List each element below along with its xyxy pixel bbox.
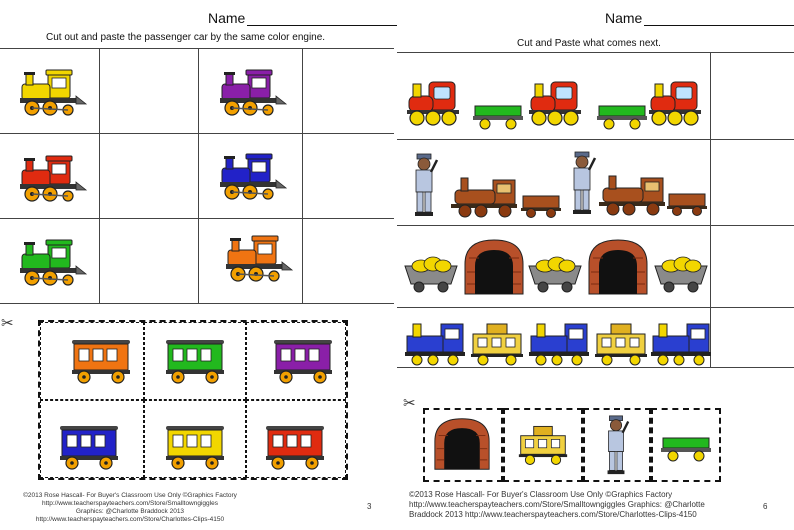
footer-line[interactable]: Braddock 2013 http://www.teacherspayteachers.com/Store/Charlottes-Clips-4150	[409, 510, 697, 519]
footer-line[interactable]: http://www.teacherspayteachers.com/Store/Smalltowngiggles Graphics: @Charlotte	[409, 500, 705, 509]
red-engine-image	[647, 76, 703, 128]
scissors-icon: ✂	[403, 395, 416, 412]
yellow-passenger-car-image	[162, 422, 228, 470]
page-number: 6	[763, 502, 768, 511]
footer-line[interactable]: http://www.teacherspayteachers.com/Store/Charlottes-Clips-4150	[35, 516, 225, 523]
yellow-engine-image	[18, 66, 90, 118]
footer-line[interactable]: http://www.teacherspayteachers.com/Store/Smalltowngiggles	[42, 500, 218, 507]
purple-engine-image	[218, 66, 290, 118]
copyright-footer	[409, 490, 705, 520]
coal-cart-image	[403, 254, 459, 294]
conductor-image	[567, 150, 597, 216]
grid-divider	[99, 49, 100, 133]
grid-divider	[302, 49, 303, 133]
conductor-image	[409, 152, 439, 218]
tunnel-image	[463, 238, 525, 296]
red-engine-image	[527, 76, 583, 128]
grid-divider	[198, 49, 199, 133]
grid-divider	[302, 219, 303, 303]
name-blank[interactable]	[644, 12, 794, 26]
tunnel-image	[587, 238, 649, 296]
footer-line: ©2013 Rose Hascall- For Buyer's Classroom Use Only ©Graphics Factory	[23, 492, 237, 499]
brown-engine-image	[449, 174, 519, 218]
blue-engine-image	[218, 150, 290, 202]
name-label: Name	[208, 10, 246, 26]
footer-line: Graphics: @Charlotte Braddock 2013	[75, 508, 185, 515]
grid-divider	[99, 219, 100, 303]
red-engine-image	[405, 76, 461, 128]
green-engine-image	[18, 236, 90, 288]
name-blank[interactable]	[247, 12, 417, 26]
blue-passenger-car-image	[56, 422, 122, 470]
grid-divider	[198, 134, 199, 218]
orange-passenger-car-image	[68, 336, 134, 384]
brown-freight-car-image	[665, 190, 709, 216]
right-worksheet-page	[397, 0, 794, 530]
instruction-text: Cut out and paste the passenger car by the same color engine.	[46, 32, 326, 43]
copyright-footer	[20, 492, 240, 524]
tunnel-image	[433, 416, 491, 472]
name-line	[208, 10, 417, 26]
blue-engine-image	[403, 320, 467, 366]
green-flatcar-image	[597, 100, 647, 130]
scissors-icon: ✂	[1, 315, 14, 332]
name-line	[605, 10, 794, 26]
name-label: Name	[605, 10, 643, 26]
purple-passenger-car-image	[270, 336, 336, 384]
footer-line: ©2013 Rose Hascall- For Buyer's Classroom Use Only ©Graphics Factory	[409, 490, 673, 499]
brown-engine-image	[597, 172, 667, 216]
grid-divider	[302, 134, 303, 218]
coal-cart-image	[527, 254, 583, 294]
grid-divider	[99, 134, 100, 218]
blue-engine-image	[527, 320, 591, 366]
yellow-caboose-image	[517, 424, 569, 466]
brown-freight-car-image	[519, 192, 563, 218]
orange-engine-image	[224, 232, 296, 284]
page-number: 3	[367, 502, 372, 511]
green-flatcar-image	[473, 100, 523, 130]
red-passenger-car-image	[262, 422, 328, 470]
grid-divider	[198, 219, 199, 303]
blue-engine-image	[649, 320, 713, 366]
yellow-caboose-image	[593, 322, 649, 366]
green-passenger-car-image	[162, 336, 228, 384]
conductor-image	[601, 414, 631, 476]
red-engine-image	[18, 152, 90, 204]
green-flatcar-image	[661, 432, 711, 462]
coal-cart-image	[653, 254, 709, 294]
yellow-caboose-image	[469, 322, 525, 366]
instruction-text: Cut and Paste what comes next.	[517, 38, 661, 49]
